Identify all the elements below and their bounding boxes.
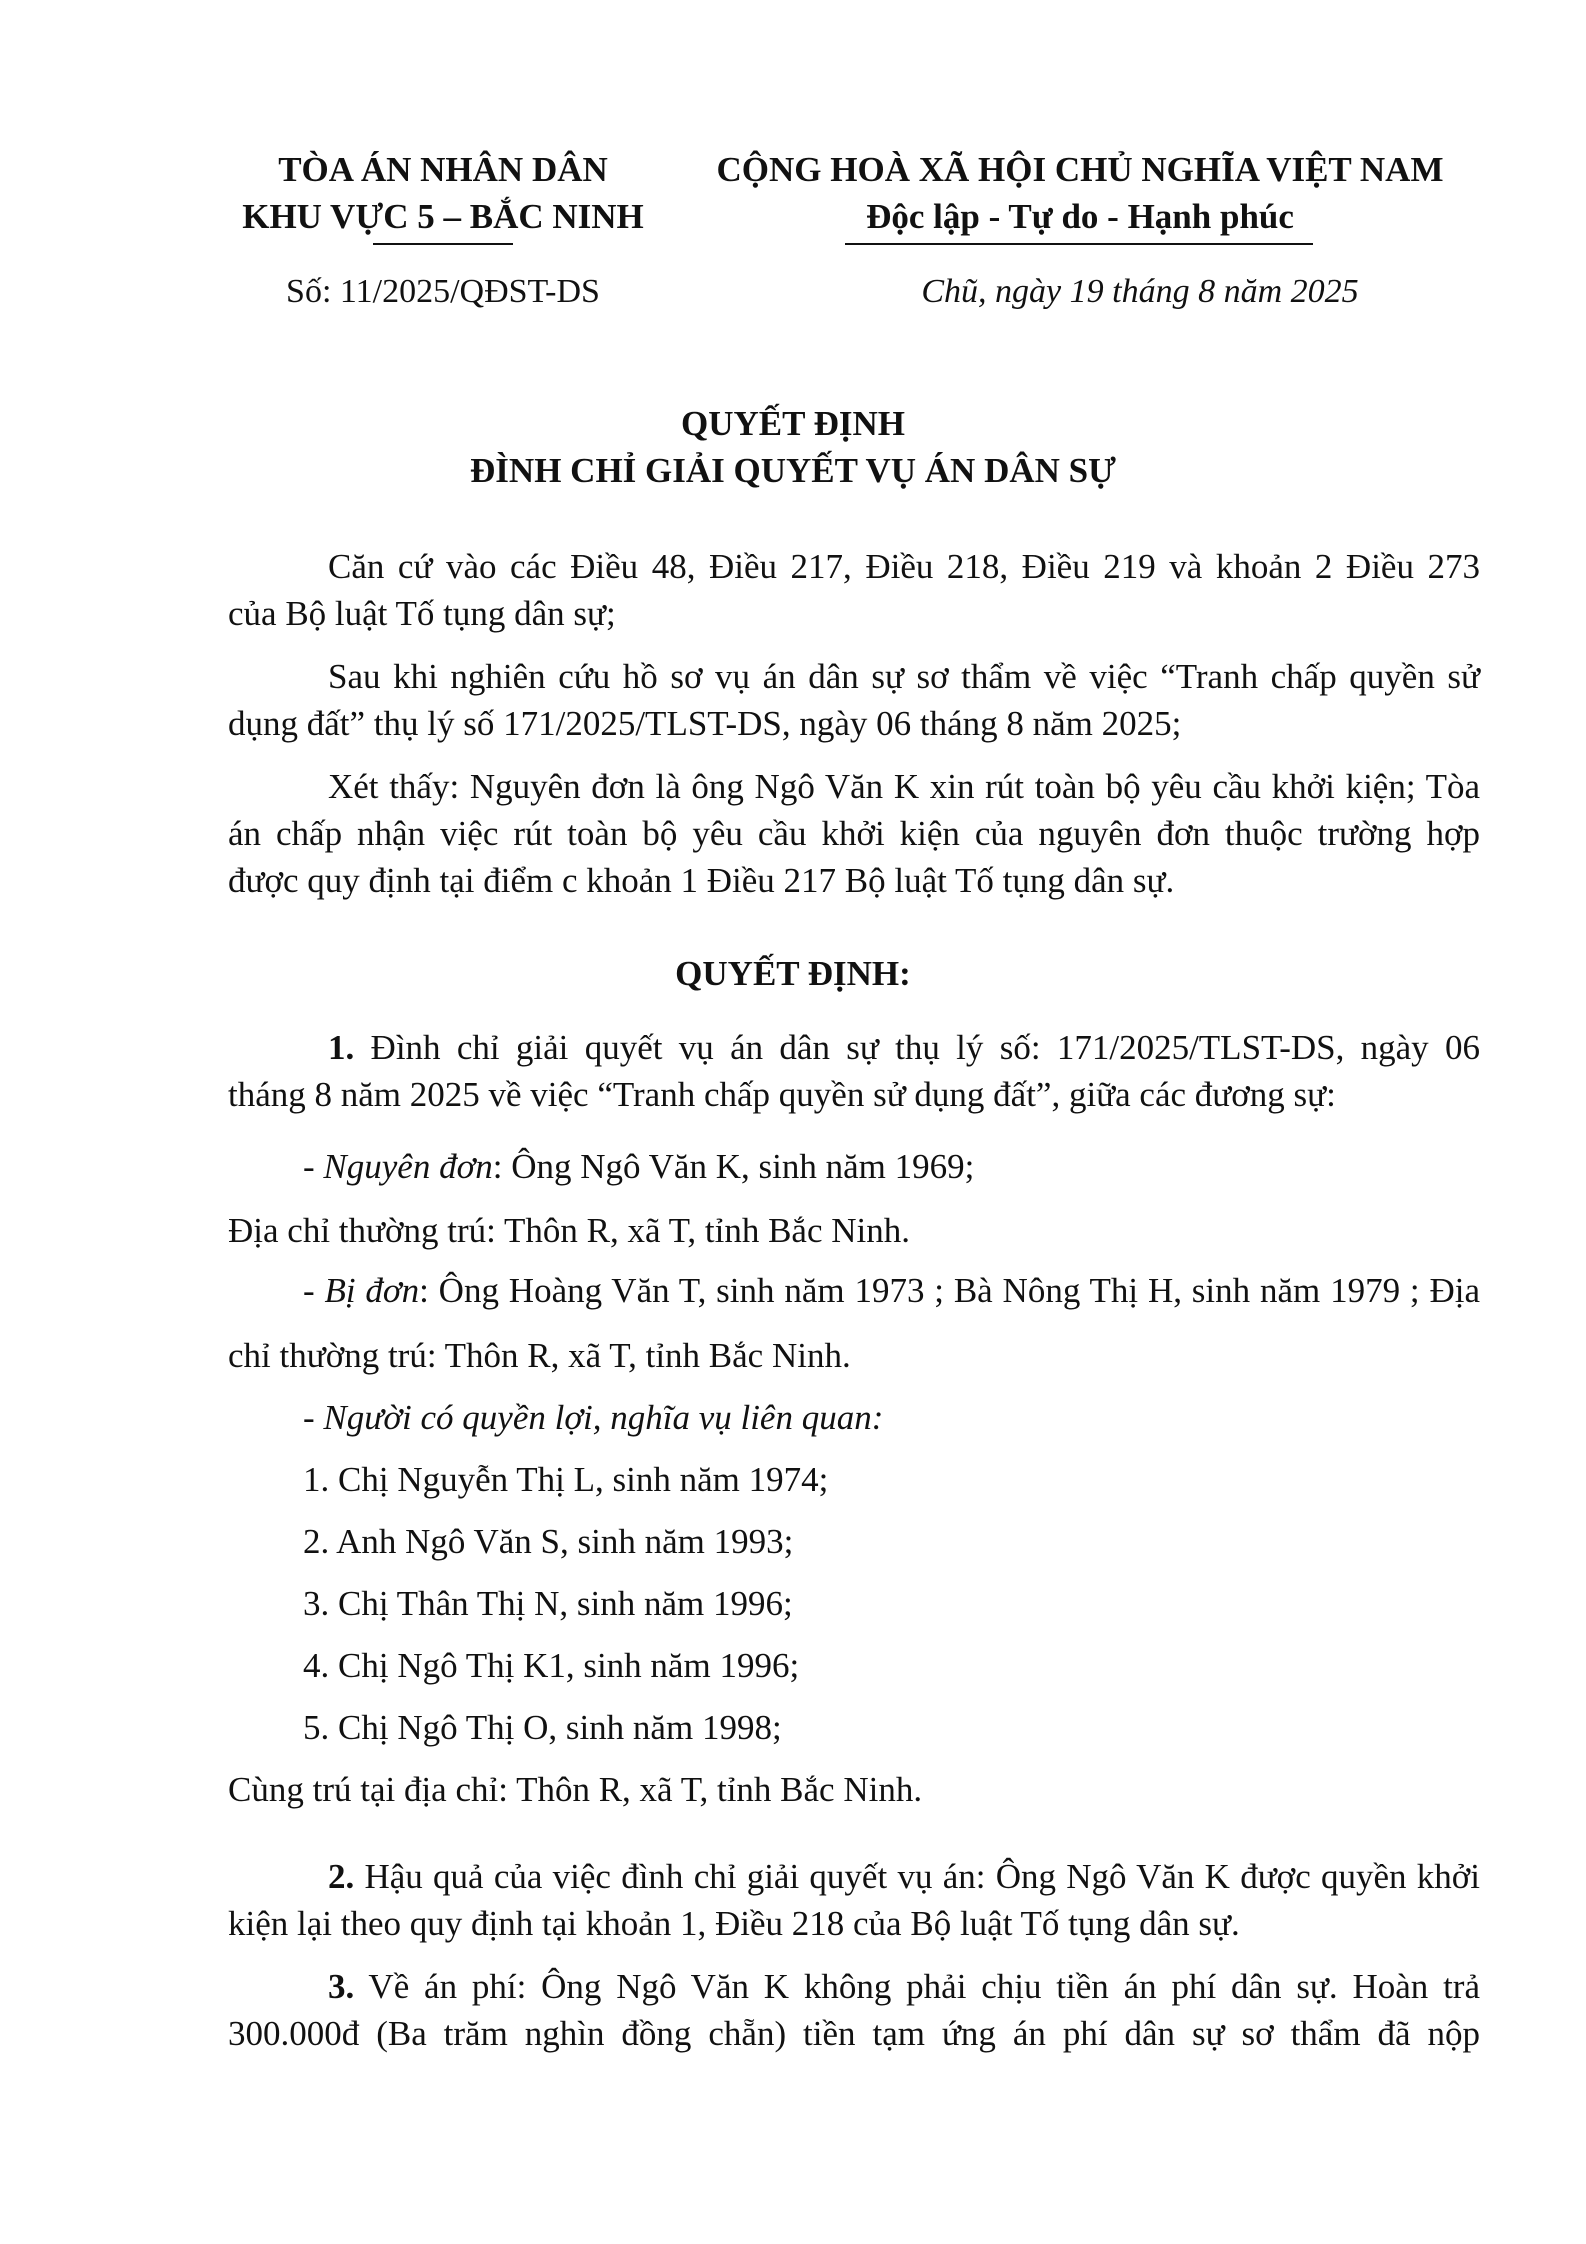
related-parties-address-text: Cùng trú tại địa chỉ: Thôn R, xã T, tỉnh Bắc Ninh. [228,1770,923,1809]
decision-item-2-line2: kiện lại theo quy định tại khoản 1, Điều 218 của Bộ luật Tố tụng dân sự. [228,1904,1240,1943]
related-parties-address [228,1766,1480,1813]
plaintiff-address [228,1207,1480,1254]
decision-item-2-number: 2. [328,1857,355,1896]
decision-item-2-text: Hậu quả của việc đình chỉ giải quyết vụ án: Ông Ngô Văn K được quyền khởi [354,1857,1480,1896]
list-item: 3. Chị Thân Thị N, sinh năm 1996; [303,1584,793,1623]
decision-item-1-line1 [228,1024,1480,1071]
defendant-address [228,1332,1480,1379]
list-item: 2. Anh Ngô Văn S, sinh năm 1993; [303,1522,794,1561]
list-item: 5. Chị Ngô Thị O, sinh năm 1998; [303,1708,782,1747]
national-header [700,146,1460,240]
preamble [228,543,1480,637]
court-header-underline [373,243,513,245]
plaintiff-text: : Ông Ngô Văn K, sinh năm 1969; [492,1147,975,1186]
related-party-1 [228,1456,1480,1503]
document-subtitle: ĐÌNH CHỈ GIẢI QUYẾT VỤ ÁN DÂN SỰ [470,451,1116,490]
list-item: 4. Chị Ngô Thị K1, sinh năm 1996; [303,1646,800,1685]
document-title: QUYẾT ĐỊNH [681,404,905,443]
defendant-label: Bị đơn [324,1271,420,1310]
plaintiff-address-text: Địa chỉ thường trú: Thôn R, xã T, tỉnh Bắc Ninh. [228,1211,910,1250]
decision-item-2-line1 [228,1853,1480,1900]
court-name: TÒA ÁN NHÂN DÂN [278,150,608,189]
related-party-2 [228,1518,1480,1565]
decision-item-3-line1 [228,1963,1480,2010]
decision-item-1 [228,1024,1480,1118]
related-parties-line: - Người có quyền lợi, nghĩa vụ liên quan: [303,1398,884,1437]
related-parties-label-row [228,1394,1480,1441]
preamble-legal-basis-line2: của Bộ luật Tố tụng dân sự; [228,594,616,633]
preamble-review-line1: Sau khi nghiên cứu hồ sơ vụ án dân sự sơ thẩm về việc “Tranh chấp quyền sử [328,657,1480,696]
decision-item-2 [228,1853,1480,1947]
decision-item-1-number: 1. [328,1028,355,1067]
decision-item-3-number: 3. [328,1967,355,2006]
nation-name: CỘNG HOÀ XÃ HỘI CHỦ NGHĨA VIỆT NAM [716,150,1444,189]
related-parties-label: Người có quyền lợi, nghĩa vụ liên quan: [323,1398,884,1437]
defendant-line2: chỉ thường trú: Thôn R, xã T, tỉnh Bắc Ninh. [228,1336,851,1375]
preamble-considering-line3: được quy định tại điểm c khoản 1 Điều 217 Bộ luật Tố tụng dân sự. [228,861,1175,900]
defendant-text: : Ông Hoàng Văn T, sinh năm 1973 ; Bà Nông Thị H, sinh năm 1979 ; Địa [419,1271,1481,1310]
nation-motto: Độc lập - Tự do - Hạnh phúc [866,197,1294,236]
decision-item-1-line2: tháng 8 năm 2025 về việc “Tranh chấp quyền sử dụng đất”, giữa các đương sự: [228,1075,1336,1114]
plaintiff [228,1143,1480,1190]
decision-item-3-text: Về án phí: Ông Ngô Văn K không phải chịu tiền án phí dân sự. Hoàn trả [354,1967,1480,2006]
court-header [218,146,668,240]
related-party-3 [228,1580,1480,1627]
motto-underline [845,243,1313,245]
defendant-line1: - Bị đơn: Ông Hoàng Văn T, sinh năm 1973 ; Bà Nông Thị H, sinh năm 1979 ; Địa [303,1271,1481,1310]
plaintiff-label: Nguyên đơn [323,1147,493,1186]
document-number: Số: 11/2025/QĐST-DS [286,273,600,310]
decision-heading: QUYẾT ĐỊNH: [675,954,911,993]
preamble-considering [228,763,1480,904]
preamble-considering-line2: án chấp nhận việc rút toàn bộ yêu cầu khởi kiện của nguyên đơn thuộc trường hợp [228,814,1480,853]
decision-item-3 [228,1963,1480,2057]
related-party-4 [228,1642,1480,1689]
decision-item-1-text: Đình chỉ giải quyết vụ án dân sự thụ lý số: 171/2025/TLST-DS, ngày 06 [354,1028,1480,1067]
plaintiff-line: - Nguyên đơn: Ông Ngô Văn K, sinh năm 1969; [303,1147,975,1186]
defendant [228,1267,1480,1314]
decision-item-3-line2: 300.000đ (Ba trăm nghìn đồng chẵn) tiền tạm ứng án phí dân sự sơ thẩm đã nộp [228,2014,1480,2053]
preamble-review-line2: dụng đất” thụ lý số 171/2025/TLST-DS, ngày 06 tháng 8 năm 2025; [228,704,1182,743]
related-party-5 [228,1704,1480,1751]
list-item: 1. Chị Nguyễn Thị L, sinh năm 1974; [303,1460,829,1499]
document-date: Chũ, ngày 19 tháng 8 năm 2025 [921,273,1359,310]
preamble-legal-basis-line1: Căn cứ vào các Điều 48, Điều 217, Điều 218, Điều 219 và khoản 2 Điều 273 [328,547,1480,586]
preamble-considering-line1: Xét thấy: Nguyên đơn là ông Ngô Văn K xin rút toàn bộ yêu cầu khởi kiện; Tòa [328,767,1480,806]
court-area: KHU VỰC 5 – BẮC NINH [242,197,644,236]
preamble-review [228,653,1480,747]
